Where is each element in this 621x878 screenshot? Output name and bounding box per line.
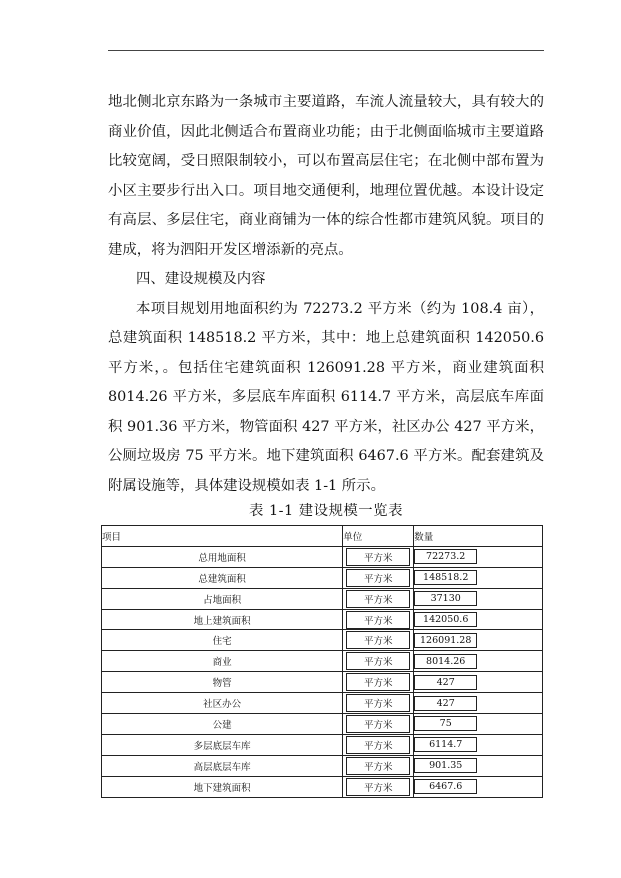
document-body: [108, 88, 544, 501]
cell-item: 物管: [212, 678, 232, 690]
cell-quantity-cell: [414, 755, 543, 776]
cell-unit: 平方米: [346, 778, 410, 796]
cell-unit-cell: [343, 630, 414, 651]
cell-quantity-cell: [414, 672, 543, 693]
cell-unit-cell: [343, 776, 414, 797]
table-body: [102, 546, 543, 797]
cell-unit-cell: [343, 672, 414, 693]
cell-item: 地上建筑面积: [193, 615, 251, 627]
cell-item-cell: [102, 651, 343, 672]
cell-quantity: 126091.28: [414, 633, 477, 648]
scale-table: [101, 525, 543, 798]
cell-quantity: 148518.2: [414, 570, 477, 585]
cell-item-cell: [102, 567, 343, 588]
cell-unit-cell: [343, 567, 414, 588]
cell-unit-cell: [343, 546, 414, 567]
table-caption: 表 1-1 建设规模一览表: [249, 503, 403, 519]
cell-quantity: 142050.6: [414, 612, 477, 627]
cell-quantity-cell: [414, 609, 543, 630]
cell-quantity: 6467.6: [414, 779, 477, 794]
cell-item-cell: [102, 776, 343, 797]
table-row: [102, 755, 543, 776]
cell-item: 占地面积: [203, 594, 242, 606]
table-row: [102, 651, 543, 672]
cell-item: 住宅: [212, 636, 232, 648]
cell-unit: 平方米: [346, 569, 410, 587]
cell-quantity: 8014.26: [414, 654, 477, 669]
header-unit: 单位: [343, 526, 414, 547]
table-row: [102, 714, 543, 735]
cell-unit: 平方米: [346, 548, 410, 566]
cell-unit: 平方米: [346, 757, 410, 775]
table-row: [102, 734, 543, 755]
cell-item: 公建: [212, 719, 232, 731]
cell-quantity-cell: [414, 630, 543, 651]
table-row: [102, 609, 543, 630]
cell-item: 总建筑面积: [198, 573, 246, 585]
cell-quantity-cell: [414, 567, 543, 588]
cell-quantity-cell: [414, 714, 543, 735]
cell-unit-cell: [343, 734, 414, 755]
cell-item-cell: [102, 755, 343, 776]
cell-unit: 平方米: [346, 652, 410, 670]
cell-quantity: 72273.2: [414, 549, 477, 564]
header-item: 项目: [102, 526, 343, 547]
paragraph-scale: 本项目规划用地面积约为 72273.2 平方米（约为 108.4 亩），总建筑面积 148518.2 平方米，其中：地上总建筑面积 142050.6 平方米，。包括住宅建筑面积 126091.28 平方米，商业建筑面积 8014.26 平方米，多层底车库面积 6114.7 平方米，高层底车库面积 901.36 平方米，物管面积 427 平方米，社区办公 427 平方米，公厕垃圾房 75 平方米。地下建筑面积 6467.6 平方米。配套建筑及附属设施等，具体建设规模如表 1-1 所示。: [108, 300, 544, 494]
cell-quantity: 427: [414, 696, 477, 711]
table-row: [102, 776, 543, 797]
cell-unit: 平方米: [346, 715, 410, 733]
cell-item-cell: [102, 588, 343, 609]
cell-unit-cell: [343, 609, 414, 630]
table-row: [102, 693, 543, 714]
table-row: [102, 672, 543, 693]
cell-quantity-cell: [414, 651, 543, 672]
table-row: [102, 546, 543, 567]
table-row: [102, 630, 543, 651]
section-heading: 四、建设规模及内容: [136, 271, 266, 287]
cell-unit-cell: [343, 714, 414, 735]
cell-unit: 平方米: [346, 631, 410, 649]
cell-item-cell: [102, 630, 343, 651]
cell-item: 多层底层车库: [193, 740, 251, 752]
cell-quantity-cell: [414, 776, 543, 797]
cell-quantity: 427: [414, 675, 477, 690]
cell-item: 高层底层车库: [193, 761, 251, 773]
cell-unit: 平方米: [346, 590, 410, 608]
cell-quantity: 901.35: [414, 758, 477, 773]
cell-unit: 平方米: [346, 736, 410, 754]
cell-item-cell: [102, 693, 343, 714]
table-row: [102, 588, 543, 609]
cell-item: 社区办公: [203, 699, 242, 711]
paragraph-site-analysis: 地北侧北京东路为一条城市主要道路，车流人流量较大，具有较大的商业价值，因此北侧适合布置商业功能；由于北侧面临城市主要道路比较宽阔，受日照限制较小，可以布置高层住宅；在北侧中部布置为小区主要步行出入口。项目地交通便利，地理位置优越。本设计设定有高层、多层住宅，商业商铺为一体的综合性都市建筑风貌。项目的建成，将为泗阳开发区增添新的亮点。: [108, 94, 544, 258]
cell-quantity-cell: [414, 588, 543, 609]
cell-item: 总用地面积: [198, 552, 246, 564]
cell-quantity-cell: [414, 546, 543, 567]
table-header-row: [102, 526, 543, 547]
cell-quantity: 6114.7: [414, 737, 477, 752]
cell-unit: 平方米: [346, 673, 410, 691]
cell-quantity: 37130: [414, 591, 477, 606]
cell-item-cell: [102, 546, 343, 567]
cell-item-cell: [102, 734, 343, 755]
cell-item-cell: [102, 609, 343, 630]
cell-unit-cell: [343, 693, 414, 714]
header-quantity: 数量: [414, 526, 543, 547]
cell-unit-cell: [343, 755, 414, 776]
cell-unit: 平方米: [346, 611, 410, 629]
cell-quantity: 75: [414, 716, 477, 731]
cell-item: 地下建筑面积: [193, 782, 251, 794]
cell-unit: 平方米: [346, 694, 410, 712]
cell-unit-cell: [343, 588, 414, 609]
cell-quantity-cell: [414, 693, 543, 714]
cell-item-cell: [102, 672, 343, 693]
cell-unit-cell: [343, 651, 414, 672]
table-row: [102, 567, 543, 588]
cell-item-cell: [102, 714, 343, 735]
cell-item: 商业: [212, 657, 232, 669]
header-rule: [108, 50, 544, 51]
cell-quantity-cell: [414, 734, 543, 755]
